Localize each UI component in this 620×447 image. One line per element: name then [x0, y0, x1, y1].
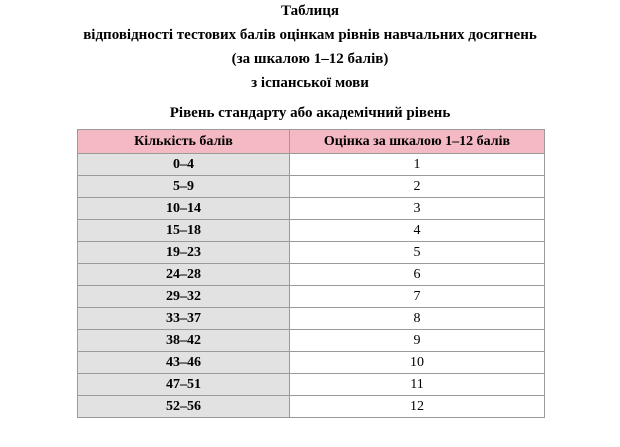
grade-cell: 6 [290, 264, 545, 286]
score-conversion-table [77, 129, 545, 418]
grade-cell: 12 [290, 396, 545, 418]
table-row [78, 176, 545, 198]
table-row [78, 352, 545, 374]
table-row [78, 220, 545, 242]
table-row [78, 396, 545, 418]
score-range-cell: 10–14 [78, 198, 290, 220]
column-header-grade: Оцінка за шкалою 1–12 балів [290, 130, 545, 154]
score-range-cell: 24–28 [78, 264, 290, 286]
table-description: відповідності тестових балів оцінкам рівнів навчальних досягнень [83, 27, 537, 43]
table-title: Таблиця [280, 3, 340, 19]
table-row [78, 242, 545, 264]
score-range-cell: 33–37 [78, 308, 290, 330]
grade-cell: 11 [290, 374, 545, 396]
table-row [78, 308, 545, 330]
score-range-cell: 19–23 [78, 242, 290, 264]
grade-cell: 1 [290, 154, 545, 176]
table-header-row [78, 130, 545, 154]
table-row [78, 286, 545, 308]
column-header-score-range: Кількість балів [78, 130, 290, 154]
scale-note: (за шкалою 1–12 балів) [231, 51, 389, 67]
score-range-cell: 43–46 [78, 352, 290, 374]
table-row [78, 374, 545, 396]
grade-cell: 2 [290, 176, 545, 198]
table-row [78, 198, 545, 220]
level-subtitle: Рівень стандарту або академічний рівень [169, 105, 451, 121]
grade-cell: 10 [290, 352, 545, 374]
grade-cell: 3 [290, 198, 545, 220]
score-range-cell: 5–9 [78, 176, 290, 198]
score-range-cell: 15–18 [78, 220, 290, 242]
table-row [78, 330, 545, 352]
score-range-cell: 29–32 [78, 286, 290, 308]
score-range-cell: 38–42 [78, 330, 290, 352]
grade-cell: 4 [290, 220, 545, 242]
grade-cell: 7 [290, 286, 545, 308]
table-row [78, 154, 545, 176]
grade-cell: 8 [290, 308, 545, 330]
table-row [78, 264, 545, 286]
score-range-cell: 52–56 [78, 396, 290, 418]
grade-cell: 9 [290, 330, 545, 352]
score-range-cell: 47–51 [78, 374, 290, 396]
subject-name: з іспанської мови [251, 75, 369, 91]
score-range-cell: 0–4 [78, 154, 290, 176]
grade-cell: 5 [290, 242, 545, 264]
